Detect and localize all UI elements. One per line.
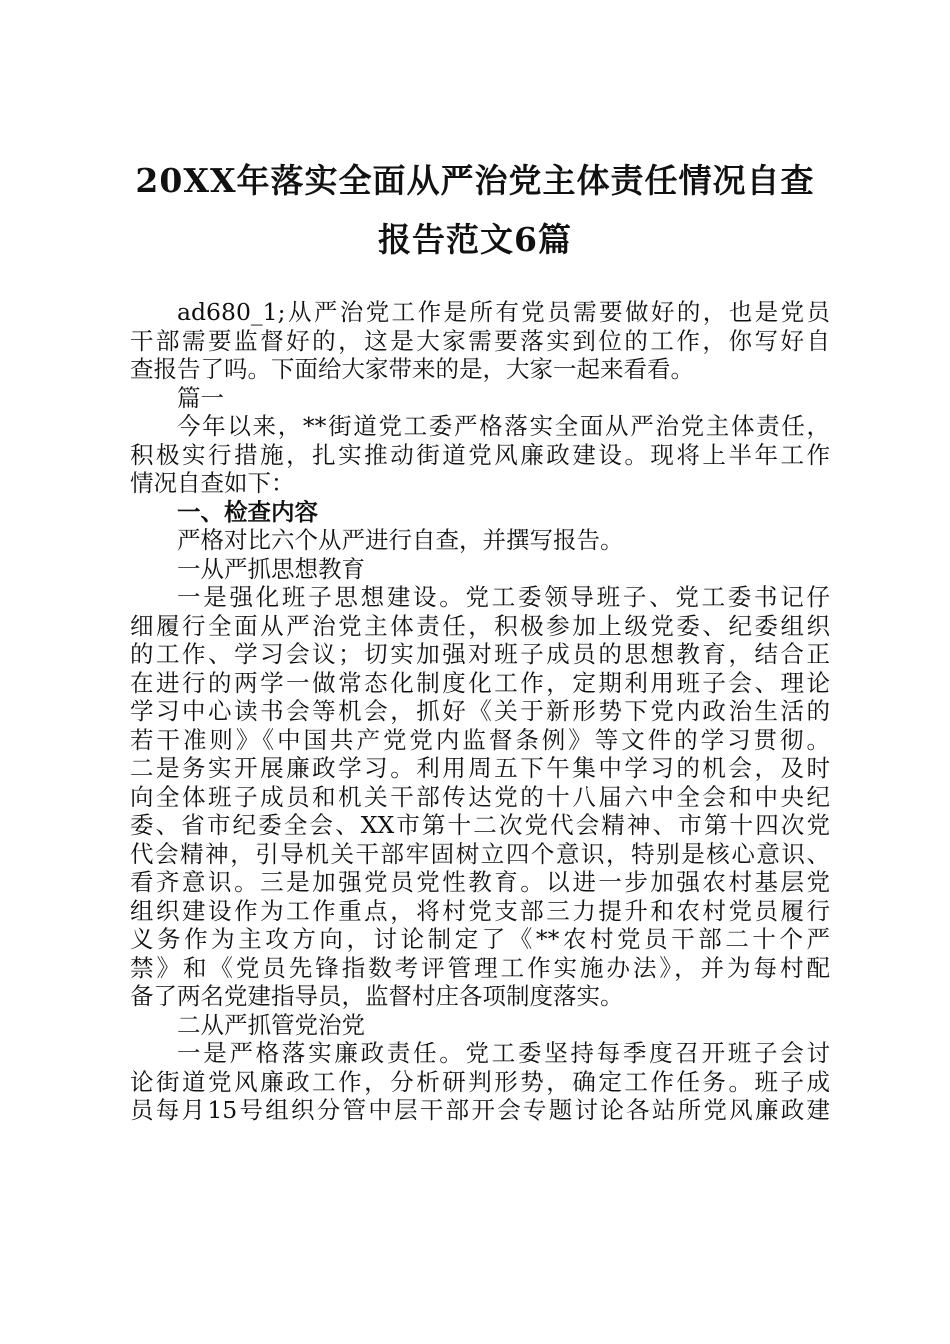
paragraph-line: 义务作为主攻方向，讨论制定了《**农村党员干部二十个严 bbox=[130, 925, 830, 953]
subsection-heading: 一从严抓思想教育 bbox=[177, 554, 365, 583]
paragraph-line: 二是务实开展廉政学习。利用周五下午集中学习的机会，及时 bbox=[130, 754, 830, 782]
paragraph-line: 一是严格落实廉政责任。党工委坚持每季度召开班子会讨 bbox=[177, 1039, 830, 1067]
paragraph-line: 的工作、学习会议；切实加强对班子成员的思想教育，结合正 bbox=[130, 640, 830, 668]
subsection-heading: 二从严抓管党治党 bbox=[177, 1010, 365, 1039]
paragraph-line: 论街道党风廉政工作，分析研判形势，确定工作任务。班子成 bbox=[130, 1067, 830, 1096]
paragraph-line: 若干准则》《中国共产党党内监督条例》等文件的学习贯彻。 bbox=[130, 725, 830, 754]
paragraph-line: 情况自查如下： bbox=[130, 469, 295, 497]
paragraph-line: 严格对比六个从严进行自查，并撰写报告。 bbox=[177, 526, 624, 554]
paragraph-line: 细履行全面从严治党主体责任，积极参加上级党委、纪委组织 bbox=[130, 611, 830, 640]
paragraph-line: 禁》和《党员先锋指数考评管理工作实施办法》，并为每村配 bbox=[130, 953, 830, 982]
paragraph-line: 看齐意识。三是加强党员党性教育。以进一步加强农村基层党 bbox=[130, 868, 830, 896]
paragraph-line: ad680_1;从严治党工作是所有党员需要做好的，也是党员 bbox=[177, 298, 830, 326]
paragraph-line: 今年以来，**街道党工委严格落实全面从严治党主体责任， bbox=[177, 412, 830, 440]
paragraph-line: 委、省市纪委全会、XX市第十二次党代会精神、市第十四次党 bbox=[130, 811, 830, 839]
paragraph-line: 查报告了吗。下面给大家带来的是，大家一起来看看。 bbox=[130, 355, 694, 383]
paragraph-line: 员每月15号组织分管中层干部开会专题讨论各站所党风廉政建 bbox=[130, 1096, 830, 1124]
paragraph-line: 学习中心读书会等机会，抓好《关于新形势下党内政治生活的 bbox=[130, 697, 830, 725]
section-heading: 一、检查内容 bbox=[177, 497, 318, 526]
paragraph-line: 备了两名党建指导员，监督村庄各项制度落实。 bbox=[130, 982, 624, 1010]
section-label: 篇一 bbox=[177, 383, 224, 412]
document-title-line-1: 20XX年落实全面从严治党主体责任情况自查 bbox=[135, 161, 815, 200]
document-body bbox=[130, 298, 830, 1125]
paragraph-line: 一是强化班子思想建设。党工委领导班子、党工委书记仔 bbox=[177, 583, 830, 611]
paragraph-line: 向全体班子成员和机关干部传达党的十八届六中全会和中央纪 bbox=[130, 782, 830, 811]
document-title-line-2: 报告范文6篇 bbox=[378, 220, 572, 259]
paragraph-line: 组织建设作为工作重点，将村党支部三力提升和农村党员履行 bbox=[130, 896, 830, 925]
paragraph-line: 在进行的两学一做常态化制度化工作，定期利用班子会、理论 bbox=[130, 668, 830, 697]
paragraph-line: 代会精神，引导机关干部牢固树立四个意识，特别是核心意识、 bbox=[130, 839, 830, 868]
paragraph-line: 干部需要监督好的，这是大家需要落实到位的工作，你写好自 bbox=[130, 326, 830, 355]
paragraph-line: 积极实行措施，扎实推动街道党风廉政建设。现将上半年工作 bbox=[130, 440, 830, 469]
